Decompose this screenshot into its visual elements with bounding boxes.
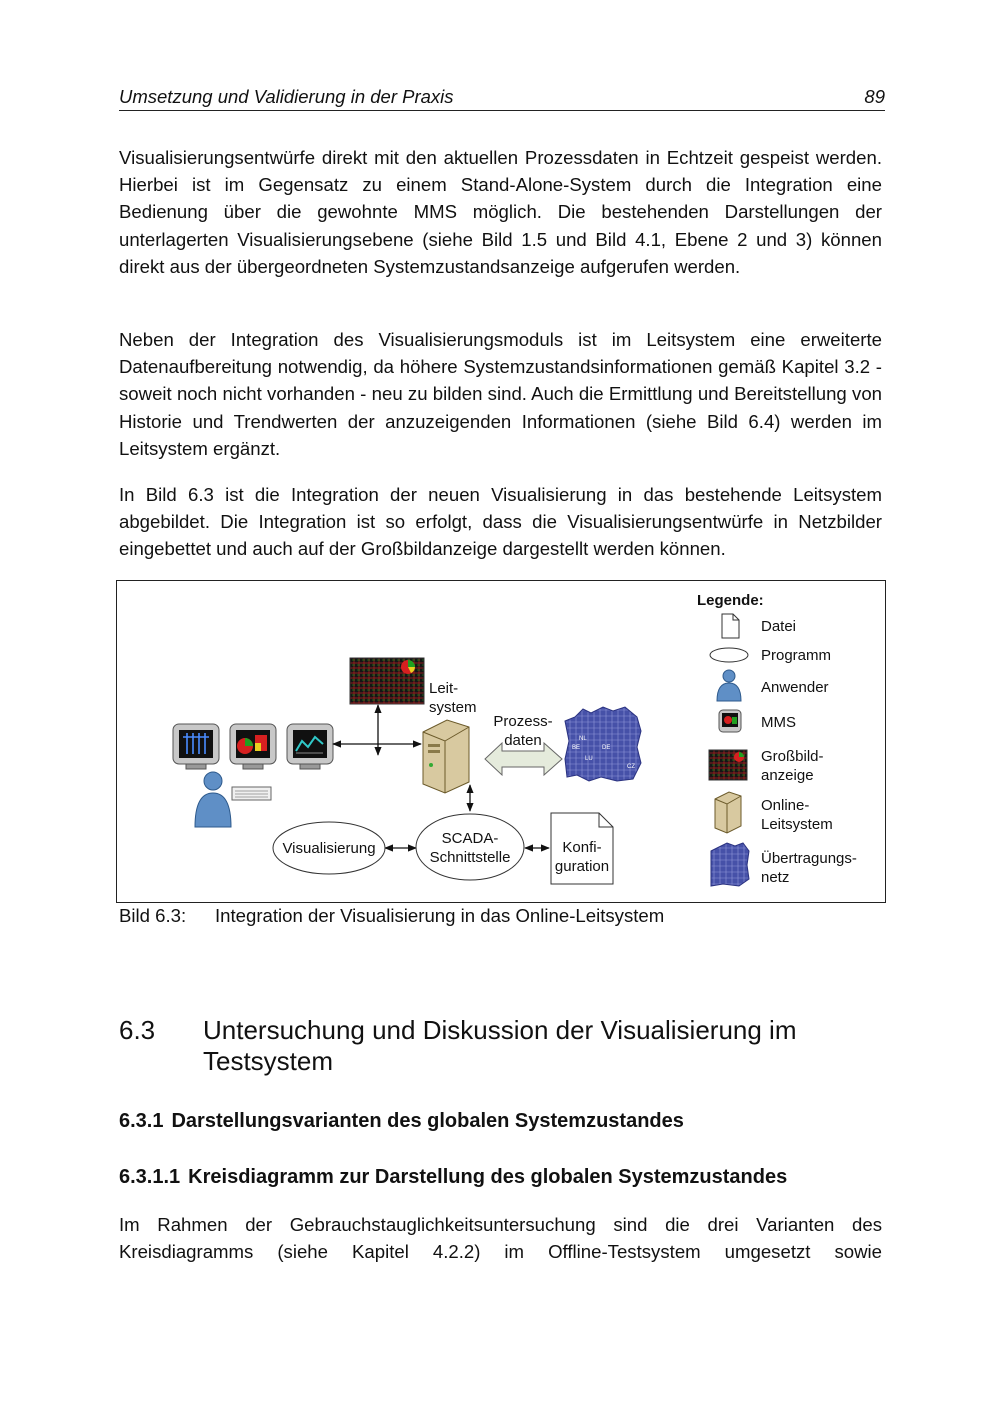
scada-ellipse: [416, 814, 524, 880]
legend-online-2: Leitsystem: [761, 816, 833, 833]
legend-program-icon: [710, 648, 748, 662]
visualisierung-label: Visualisierung: [282, 840, 376, 857]
legend-grossbild-icon: [709, 750, 747, 780]
scada-label-2: Schnittstelle: [429, 849, 511, 866]
subsubsection-title: Kreisdiagramm zur Darstellung des globalen Systemzustandes: [188, 1166, 788, 1188]
page-number: 89: [864, 86, 885, 107]
subsection-number: 6.3.1: [119, 1110, 164, 1132]
monitor-icon-3: [287, 724, 333, 769]
paragraph-1: Visualisierungsentwürfe direkt mit den aktuellen Prozessdaten in Echtzeit gespeist werden. Hierbei ist im Gegensatz zu einem Stand-Alone-System durch die Integration eine Bedienung über die gewohnte MMS möglich. Die bestehenden Darstellungen der unterlagerten Visualisierungsebene (siehe Bild 1.5 und Bild 4.1, Ebene 2 und 3) können direkt aus der übergeordneten Systemzustandsanzeige aufgerufen werden.: [119, 147, 882, 277]
konfiguration-label-1: Konfi-: [562, 839, 602, 856]
legend-mms: MMS: [761, 714, 796, 731]
user-icon: [195, 772, 231, 827]
legend-grossbild-1: Großbild-: [761, 748, 824, 765]
paragraph-3: In Bild 6.3 ist die Integration der neuen Visualisierung in das bestehende Leitsystem abgebildet. Die Integration ist so erfolgt, dass die Visualisierungsentwürfe in Netzbilder eingebettet und auch auf der Großbildanzeige dargestellt werden können.: [119, 484, 882, 560]
section-title: Untersuchung und Diskussion der Visualisierung im Testsystem: [203, 1015, 797, 1076]
legend-programm: Programm: [761, 647, 832, 664]
paragraph-final: Im Rahmen der Gebrauchstauglichkeitsuntersuchung sind die drei Varianten des Kreisdiagramms (siehe Kapitel 4.2.2) im Offline-Testsystem umgesetzt sowie: [119, 1214, 882, 1263]
prozessdaten-label-2: daten: [504, 732, 542, 749]
figure-6-3: [116, 580, 886, 903]
legend-grossbild-2: anzeige: [761, 767, 814, 784]
legend-server-icon: [715, 792, 741, 833]
section-number: 6.3: [119, 1015, 156, 1045]
keyboard-icon: [232, 787, 271, 800]
caption-label: Bild 6.3:: [119, 905, 187, 926]
monitor-icon-1: [173, 724, 219, 769]
map-label-cz: CZ: [627, 764, 635, 770]
figure-caption: [119, 905, 664, 927]
legend-network-icon: [711, 843, 749, 886]
server-icon: [423, 720, 469, 793]
grossbild-display-icon: [350, 658, 424, 704]
caption-text: Integration der Visualisierung in das Online-Leitsystem: [215, 905, 665, 926]
leitsystem-label-1: Leit-: [429, 680, 459, 697]
figure-diagram: [117, 581, 887, 904]
legend-file-icon: [722, 614, 739, 638]
running-title: Umsetzung und Validierung in der Praxis: [119, 86, 454, 107]
map-label-nl: NL: [579, 736, 587, 742]
map-label-be: BE: [572, 745, 581, 751]
legend-anwender: Anwender: [761, 679, 829, 696]
scada-label-1: SCADA-: [441, 830, 499, 847]
paragraph-2: Neben der Integration des Visualisierungsmoduls ist im Leitsystem eine erweiterte Datenaufbereitung notwendig, da höhere Systemzustandsinformationen gemäß Kapitel 3.2 - soweit noch nicht vorhanden - neu zu bilden sind. Auch die Ermittlung und Bereitstellung von Historie und Trendwerten der anzuzeigenden Informationen (siehe Bild 6.4) werden im Leitsystem ergänzt.: [119, 329, 882, 459]
legend-netz-2: netz: [761, 869, 790, 886]
legend-netz-1: Übertragungs-: [761, 850, 857, 867]
map-label-de: DE: [602, 745, 611, 751]
legend-title: Legende:: [697, 592, 764, 609]
running-head: [119, 84, 885, 111]
subsection-heading: [119, 1110, 684, 1133]
legend-online-1: Online-: [761, 797, 810, 814]
subsection-title: Darstellungsvarianten des globalen Systemzustandes: [171, 1110, 684, 1132]
prozessdaten-label-1: Prozess-: [493, 713, 553, 730]
leitsystem-label-2: system: [429, 699, 477, 716]
legend-user-icon: [717, 670, 741, 701]
monitor-icon-2: [230, 724, 276, 769]
konfiguration-label-2: guration: [554, 858, 610, 875]
network-map-icon: [565, 707, 641, 781]
map-label-lu: LU: [585, 756, 593, 762]
legend-datei: Datei: [761, 618, 797, 635]
legend-mms-icon: [719, 710, 741, 732]
subsubsection-number: 6.3.1.1: [119, 1166, 181, 1188]
subsubsection-heading: [119, 1166, 787, 1189]
